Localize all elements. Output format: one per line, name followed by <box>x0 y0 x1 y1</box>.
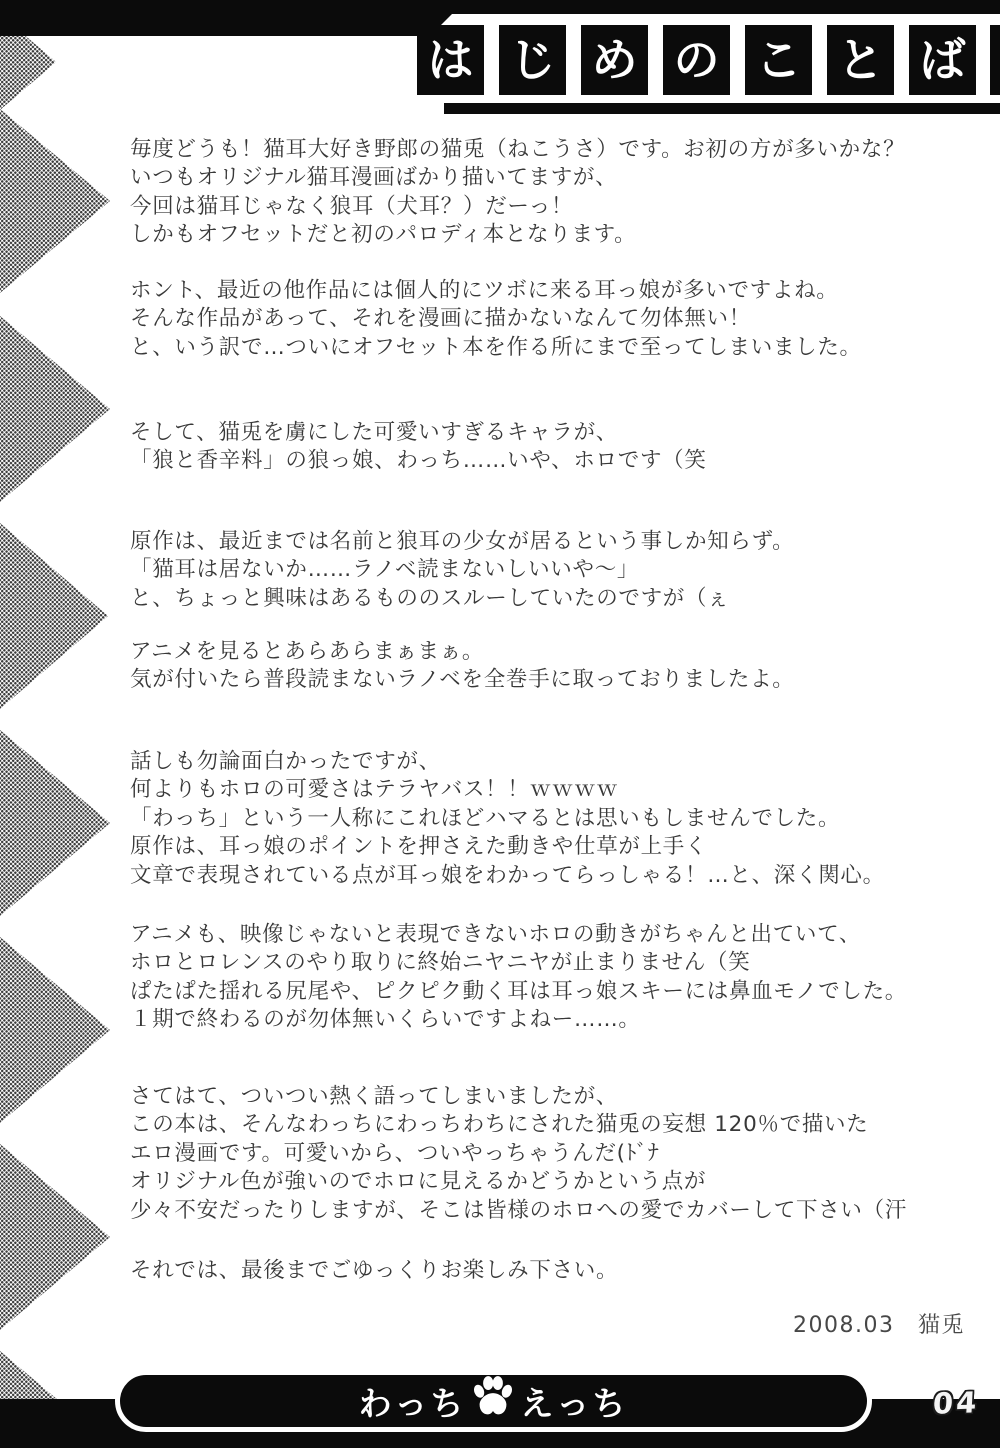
text-line: 話しも勿論面白かったですが、 <box>130 749 441 774</box>
text-line: １期で終わるのが勿体無いくらいですよねー……。 <box>130 1007 641 1033</box>
paragraph <box>130 748 885 890</box>
paragraph <box>130 638 795 695</box>
text-line: 「狼と香辛料」の狼っ娘、わっち……いや、ホロです（笑 <box>130 448 707 474</box>
halftone-diamond <box>0 937 110 1123</box>
text-line: 原作は、最近までは名前と狼耳の少女が居るという事しか知らず。 <box>130 529 795 554</box>
text-line: 何よりもホロの可愛さはテラヤバス！！ｗｗｗｗ <box>130 777 619 803</box>
text-line: 「わっち」という一人称にこれほどハマるとは思いもしませんでした。 <box>130 805 841 831</box>
halftone-diamond <box>0 730 110 916</box>
text-line: 気が付いたら普段読まないラノベを全巻手に取っておりましたよ。 <box>130 667 795 693</box>
paragraph <box>130 277 862 362</box>
title-underline <box>444 103 1000 114</box>
text-line: ホント、最近の他作品には個人的にツボに来る耳っ娘が多いですよね。 <box>130 278 839 303</box>
paw-icon <box>470 1373 516 1419</box>
paragraph <box>130 419 707 476</box>
paragraph <box>130 136 905 250</box>
text-line: 原作は、耳っ娘のポイントを押さえた動きや仕草が上手く <box>130 834 708 860</box>
halftone-diamond <box>0 109 110 293</box>
series-title-left: わっち <box>358 1383 467 1423</box>
paragraph <box>130 528 794 613</box>
title-char-tile: こ <box>745 25 812 95</box>
text-line: ぱたぱた揺れる尻尾や、ピクピク動く耳は耳っ娘スキーには鼻血モノでした。 <box>130 978 908 1004</box>
text-line: オリジナル色が強いのでホロに見えるかどうかという点が <box>130 1169 707 1195</box>
text-line: そして、猫兎を虜にした可愛いすぎるキャラが、 <box>130 420 618 445</box>
title-char-tile: の <box>663 25 730 95</box>
text-line: 「猫耳は居ないか……ラノベ読まないしいいや～」 <box>130 557 640 583</box>
paragraph <box>130 1083 907 1225</box>
text-line: アニメも、映像じゃないと表現できないホロの動きがちゃんと出ていて、 <box>130 922 862 947</box>
title-char-tile: は <box>417 25 484 95</box>
halftone-diamond <box>0 1144 110 1330</box>
text-line: 毎度どうも！猫耳大好き野郎の猫兎（ねこうさ）です。お初の方が多いかな？ <box>130 137 906 162</box>
text-line: 文章で表現されている点が耳っ娘をわかってらっしゃる！…と、深く関心。 <box>130 862 885 888</box>
series-title-right: えっち <box>520 1383 629 1423</box>
text-line: アニメを見るとあらあらまぁまぁ。 <box>130 639 485 664</box>
text-line: さてはて、ついつい熱く語ってしまいましたが、 <box>130 1084 618 1109</box>
text-line: それでは、最後までごゆっくりお楽しみ下さい。 <box>130 1258 619 1283</box>
title-char-tile: と <box>827 25 894 95</box>
title-char-tile: じ <box>499 25 566 95</box>
text-line: 今回は猫耳じゃなく狼耳（犬耳？）だーっ！ <box>130 193 574 219</box>
header-bar-left <box>0 0 466 36</box>
halftone-diamond <box>0 316 110 502</box>
paragraph <box>130 1257 618 1285</box>
header-bar-right <box>438 0 1000 14</box>
title-char-tile: ば <box>909 25 976 95</box>
author-date-signature: 2008.03 猫兎 <box>793 1313 965 1338</box>
title-char-tile: め <box>581 25 648 95</box>
text-line: 少々不安だったりしますが、そこは皆様のホロへの愛でカバーして下さい（汗 <box>130 1197 908 1223</box>
text-line: ホロとロレンスのやり取りに終始ニヤニヤが止まりません（笑 <box>130 950 751 976</box>
text-line: この本は、そんなわっちにわっちわちにされた猫兎の妄想 120％で描いた <box>130 1112 869 1138</box>
footer-series-banner <box>115 1370 872 1432</box>
halftone-diamond <box>0 523 108 709</box>
page-number: 04 <box>932 1385 981 1421</box>
text-line: と、ちょっと興味はあるもののスルーしていたのですが（ぇ <box>130 585 730 611</box>
text-line: そんな作品があって、それを漫画に描かないなんて勿体無い！ <box>130 306 751 332</box>
text-line: エロ漫画です。可愛いから、ついやっちゃうんだ(ﾄﾞﾅ <box>130 1140 660 1166</box>
paragraph <box>130 921 907 1035</box>
text-line: いつもオリジナル猫耳漫画ばかり描いてますが、 <box>130 165 618 191</box>
title-edge-tile <box>990 25 1000 95</box>
page-title <box>417 25 976 95</box>
text-line: と、いう訳で…ついにオフセット本を作る所にまで至ってしまいました。 <box>130 334 862 360</box>
text-line: しかもオフセットだと初のパロディ本となります。 <box>130 222 637 248</box>
